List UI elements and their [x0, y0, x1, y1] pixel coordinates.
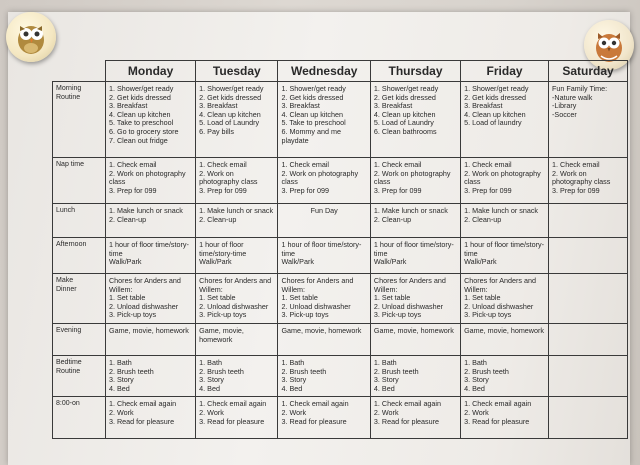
schedule-cell-line: Walk/Park: [373, 257, 407, 267]
schedule-cell-line: 1. Shower/get ready: [373, 84, 439, 93]
schedule-cell-line: 5. Load of Laundry: [199, 118, 260, 128]
time-slot-label: [53, 274, 106, 324]
time-slot-label: [53, 204, 106, 238]
day-header-friday: Friday: [461, 61, 549, 82]
schedule-cell: [278, 356, 370, 397]
schedule-cell-line: 1. Bath: [108, 358, 132, 367]
schedule-cell-line: Game, movie, homework: [373, 326, 454, 335]
day-header-monday: Monday: [105, 61, 195, 82]
schedule-cell-line: 2. Brush teeth: [373, 366, 419, 376]
schedule-cell-line: 2. Unload dishwasher: [199, 301, 269, 311]
schedule-cell-line: 2. Work: [108, 407, 134, 417]
schedule-cell-line: 2. Get kids dressed: [373, 92, 436, 102]
schedule-row: [53, 324, 628, 356]
time-slot-label: [53, 324, 106, 356]
schedule-cell: [549, 397, 628, 439]
schedule-cell-line: 3. Prep for 099: [108, 185, 157, 195]
schedule-body: [53, 82, 628, 439]
schedule-cell-line: 3. Story: [281, 375, 307, 385]
schedule-row: [53, 204, 628, 238]
schedule-row: [53, 356, 628, 397]
schedule-cell-line: 1. Make lunch or snack: [373, 206, 448, 215]
schedule-cell-line: 2. Brush teeth: [108, 366, 154, 376]
time-slot-label-line: Bedtime: [56, 359, 82, 366]
schedule-cell-line: 1. Set table: [281, 293, 318, 303]
schedule-cell-line: 3. Story: [108, 375, 134, 385]
schedule-cell-line: 3. Breakfast: [464, 101, 503, 111]
schedule-cell: [278, 324, 370, 356]
schedule-cell-line: 2. Unload dishwasher: [281, 301, 351, 311]
schedule-cell-line: Chores for Anders and Willem:: [281, 276, 356, 294]
schedule-cell: [461, 204, 549, 238]
time-slot-label-line: Nap time: [56, 161, 85, 168]
schedule-cell: [105, 356, 195, 397]
schedule-cell-line: 1. Check email again: [373, 399, 442, 409]
schedule-row: [53, 158, 628, 204]
schedule-cell-line: -Soccer: [552, 109, 577, 119]
schedule-cell-line: 3. Prep for 099: [373, 185, 422, 195]
time-slot-label-line: Make: [56, 277, 74, 284]
schedule-cell-line: Game, movie, homework: [108, 326, 189, 335]
schedule-cell-line: 4. Clean up kitchen: [373, 109, 436, 119]
schedule-cell-line: 1 hour of floor time/story-time: [108, 240, 189, 258]
schedule-cell: [105, 204, 195, 238]
schedule-cell-line: 4. Clean up kitchen: [108, 109, 171, 119]
schedule-cell-line: 4. Bed: [108, 383, 130, 393]
time-slot-label: [53, 356, 106, 397]
schedule-cell-line: 3. Pick-up toys: [108, 310, 157, 320]
schedule-cell-line: 1. Bath: [464, 358, 487, 367]
schedule-cell-line: 1 hour of floor time/story-time: [373, 240, 454, 258]
schedule-row: [53, 397, 628, 439]
schedule-cell-line: 4. Bed: [281, 383, 303, 393]
schedule-cell: [105, 238, 195, 274]
schedule-cell-line: 1. Shower/get ready: [281, 84, 346, 93]
day-header-thursday: Thursday: [370, 61, 460, 82]
schedule-cell-line: 1 hour of floor time/story-time: [464, 240, 544, 258]
schedule-cell-line: 7. Clean out fridge: [108, 135, 168, 145]
day-header-wednesday: Wednesday: [278, 61, 370, 82]
schedule-cell-line: 3. Pick-up toys: [281, 310, 329, 320]
schedule-cell: [549, 204, 628, 238]
schedule-cell-line: 3. Prep for 099: [281, 185, 330, 195]
schedule-cell-line: 1. Check email: [199, 160, 247, 169]
schedule-cell-line: 1. Check email again: [108, 399, 177, 409]
schedule-cell: [370, 82, 460, 158]
schedule-cell-line: Game, movie, homework: [464, 326, 544, 335]
schedule-row: [53, 82, 628, 158]
schedule-cell: [196, 82, 278, 158]
schedule-cell-line: 1. Make lunch or snack: [108, 206, 183, 215]
schedule-cell-line: 2. Brush teeth: [281, 366, 327, 376]
schedule-cell-line: 2. Get kids dressed: [281, 92, 344, 102]
schedule-cell-line: 1. Bath: [373, 358, 397, 367]
schedule-cell-line: Chores for Anders and Willem:: [199, 276, 274, 294]
schedule-cell-line: 3. Pick-up toys: [199, 310, 247, 320]
schedule-cell: [461, 158, 549, 204]
schedule-cell: [370, 238, 460, 274]
schedule-cell-line: 1. Make lunch or snack: [464, 206, 539, 215]
time-slot-label-line: Dinner: [56, 285, 77, 293]
schedule-cell: [549, 238, 628, 274]
schedule-cell-line: 1. Set table: [199, 293, 236, 303]
schedule-cell: [278, 204, 370, 238]
schedule-cell: [461, 274, 549, 324]
time-slot-label: [53, 158, 106, 204]
schedule-cell-line: 2. Work: [199, 407, 224, 417]
schedule-cell-line: 3. Pick-up toys: [464, 310, 512, 320]
schedule-cell-line: 6. Go to grocery store: [108, 126, 179, 136]
day-header-tuesday: Tuesday: [196, 61, 278, 82]
schedule-cell-line: 2. Work on photography class: [552, 168, 611, 187]
schedule-cell-line: 2. Work on photography class: [373, 168, 453, 187]
schedule-cell-line: 1. Set table: [464, 293, 501, 303]
time-slot-label-line: Lunch: [56, 207, 76, 214]
owl-button-icon: [6, 12, 56, 62]
schedule-cell-line: 1. Check email: [281, 160, 330, 169]
schedule-cell-line: 1. Set table: [373, 293, 411, 303]
schedule-cell: [105, 274, 195, 324]
schedule-cell-line: 1. Bath: [199, 358, 222, 367]
schedule-cell: [549, 274, 628, 324]
schedule-cell: [105, 324, 195, 356]
schedule-cell: [549, 158, 628, 204]
schedule-cell: [105, 397, 195, 439]
schedule-cell: [105, 82, 195, 158]
schedule-cell: [196, 356, 278, 397]
time-slot-label: [53, 397, 106, 439]
schedule-cell-line: Chores for Anders and Willem:: [464, 276, 539, 294]
schedule-cell-line: 2. Brush teeth: [464, 366, 509, 376]
schedule-cell-line: 5. Take to preschool: [108, 118, 174, 128]
schedule-cell-line: Walk/Park: [108, 257, 142, 267]
schedule-cell: [278, 238, 370, 274]
schedule-cell-line: 1. Make lunch or snack: [199, 206, 274, 215]
schedule-cell: [370, 356, 460, 397]
schedule-cell-line: 3. Read for pleasure: [108, 416, 175, 426]
schedule-cell-line: 3. Story: [199, 375, 224, 385]
schedule-cell-line: 4. Bed: [464, 383, 485, 393]
time-slot-label-line: Evening: [56, 327, 82, 334]
schedule-cell: [278, 82, 370, 158]
schedule-cell: [196, 204, 278, 238]
schedule-cell: [278, 397, 370, 439]
schedule-cell-line: 2. Work: [373, 407, 399, 417]
schedule-cell-line: 3. Breakfast: [108, 101, 148, 111]
schedule-cell-line: Walk/Park: [199, 257, 232, 267]
schedule-cell: [278, 158, 370, 204]
schedule-cell-line: Walk/Park: [281, 257, 314, 267]
schedule-cell-line: Game, movie, homework: [281, 326, 362, 335]
schedule-cell: [461, 82, 549, 158]
schedule-cell-line: 3. Breakfast: [281, 101, 320, 111]
schedule-cell-line: 6. Clean bathrooms: [373, 126, 437, 136]
schedule-cell-line: 3. Read for pleasure: [373, 416, 440, 426]
schedule-cell-line: -Library: [552, 101, 577, 111]
schedule-row: [53, 274, 628, 324]
schedule-cell: [461, 238, 549, 274]
schedule-cell-line: 5. Load of Laundry: [373, 118, 434, 128]
schedule-cell-line: 2. Work: [464, 407, 489, 417]
schedule-cell-line: Game, movie, homework: [199, 326, 246, 344]
schedule-cell: [196, 324, 278, 356]
schedule-cell: [196, 274, 278, 324]
schedule-cell-line: 3. Read for pleasure: [281, 416, 347, 426]
schedule-cell-line: 2. Get kids dressed: [464, 92, 527, 102]
schedule-cell: [278, 274, 370, 324]
schedule-cell: [461, 397, 549, 439]
schedule-cell-line: 4. Clean up kitchen: [464, 109, 526, 119]
schedule-cell-line: Walk/Park: [464, 257, 497, 267]
schedule-cell-line: 1. Check email: [108, 160, 157, 169]
schedule-cell-line: 3. Prep for 099: [464, 185, 512, 195]
time-slot-label-line: Routine: [56, 93, 81, 101]
schedule-cell-line: 3. Breakfast: [373, 101, 413, 111]
schedule-cell: [370, 274, 460, 324]
schedule-cell: [370, 397, 460, 439]
schedule-cell-line: 2. Brush teeth: [199, 366, 244, 376]
schedule-cell-line: 4. Clean up kitchen: [281, 109, 344, 119]
schedule-cell-line: 5. Load of laundry: [464, 118, 522, 128]
schedule-cell-line: 3. Story: [464, 375, 489, 385]
day-header-saturday: Saturday: [549, 61, 628, 82]
schedule-cell-line: 5. Take to preschool: [281, 118, 346, 128]
schedule-cell: [105, 158, 195, 204]
schedule-cell-line: 3. Story: [373, 375, 399, 385]
schedule-cell-line: 4. Clean up kitchen: [199, 109, 261, 119]
time-slot-label: [53, 82, 106, 158]
schedule-cell-line: 1 hour of floor time/story-time: [281, 240, 362, 258]
time-slot-label-line: Morning: [56, 85, 82, 92]
schedule-cell-line: 1. Check email again: [464, 399, 532, 409]
schedule-row: [53, 238, 628, 274]
schedule-cell-line: 4. Bed: [373, 383, 395, 393]
schedule-cell-line: 3. Pick-up toys: [373, 310, 422, 320]
schedule-cell-line: 1. Check email: [552, 160, 600, 169]
schedule-cell: [196, 238, 278, 274]
time-slot-label-line: Routine: [56, 367, 81, 375]
schedule-cell-line: 2. Unload dishwasher: [464, 301, 534, 311]
schedule-cell-line: 1. Shower/get ready: [464, 84, 529, 93]
schedule-cell-line: 1. Shower/get ready: [108, 84, 174, 93]
schedule-cell-line: 2. Clean-up: [108, 214, 147, 224]
schedule-cell-line: 2. Clean-up: [464, 214, 502, 224]
schedule-cell-line: 6. Pay bills: [199, 126, 234, 136]
schedule-cell: [549, 356, 628, 397]
schedule-cell-line: 2. Get kids dressed: [108, 92, 171, 102]
schedule-cell-line: 2. Work on photography class: [464, 168, 543, 187]
time-slot-label-line: Afternoon: [56, 241, 87, 248]
schedule-cell-line: 2. Get kids dressed: [199, 92, 262, 102]
schedule-cell-line: 3. Read for pleasure: [199, 416, 265, 426]
time-slot-label: [53, 238, 106, 274]
schedule-cell-line: 2. Work: [281, 407, 307, 417]
schedule-cell-line: 1. Bath: [281, 358, 305, 367]
schedule-cell-line: 3. Prep for 099: [199, 185, 247, 195]
schedule-cell-line: 1. Check email again: [199, 399, 267, 409]
schedule-cell-line: 3. Read for pleasure: [464, 416, 530, 426]
schedule-cell-line: 2. Unload dishwasher: [373, 301, 444, 311]
schedule-cell: [196, 397, 278, 439]
time-slot-label-line: 8:00-on: [56, 400, 80, 408]
schedule-cell-line: 2. Work on photography class: [281, 168, 361, 187]
schedule-cell-line: 2. Work on photography class: [199, 168, 258, 187]
corner-cell: [53, 61, 106, 82]
schedule-cell: [370, 324, 460, 356]
schedule-cell-line: 1. Check email: [464, 160, 512, 169]
schedule-cell-line: 1 hour of floor time/story-time: [199, 240, 247, 258]
schedule-cell: [549, 82, 628, 158]
schedule-cell-line: 1. Shower/get ready: [199, 84, 264, 93]
schedule-cell-line: 3. Prep for 099: [552, 185, 600, 195]
schedule-cell-line: Chores for Anders and Willem:: [373, 276, 448, 294]
schedule-cell-line: 3. Breakfast: [199, 101, 238, 111]
schedule-cell: [549, 324, 628, 356]
schedule-cell-line: -Nature walk: [552, 92, 593, 102]
schedule-cell: [461, 356, 549, 397]
schedule-cell-line: 2. Work on photography class: [108, 168, 188, 187]
schedule-cell: [461, 324, 549, 356]
weekly-schedule-table: [52, 60, 628, 439]
schedule-cell-line: Fun Day: [310, 206, 338, 215]
schedule-cell-line: 2. Clean-up: [373, 214, 412, 224]
schedule-cell-line: 2. Clean-up: [199, 214, 237, 224]
schedule-cell: [370, 158, 460, 204]
schedule-cell-line: 4. Bed: [199, 383, 220, 393]
schedule-cell-line: 2. Unload dishwasher: [108, 301, 179, 311]
schedule-cell: [196, 158, 278, 204]
schedule-cell-line: 6. Mommy and me playdate: [281, 126, 343, 145]
schedule-cell-line: 1. Check email: [373, 160, 422, 169]
schedule-cell: [370, 204, 460, 238]
schedule-cell-line: 1. Check email again: [281, 399, 349, 409]
schedule-cell-line: Chores for Anders and Willem:: [108, 276, 183, 294]
schedule-cell-line: 1. Set table: [108, 293, 146, 303]
schedule-cell-line: Fun Family Time:: [552, 84, 608, 93]
